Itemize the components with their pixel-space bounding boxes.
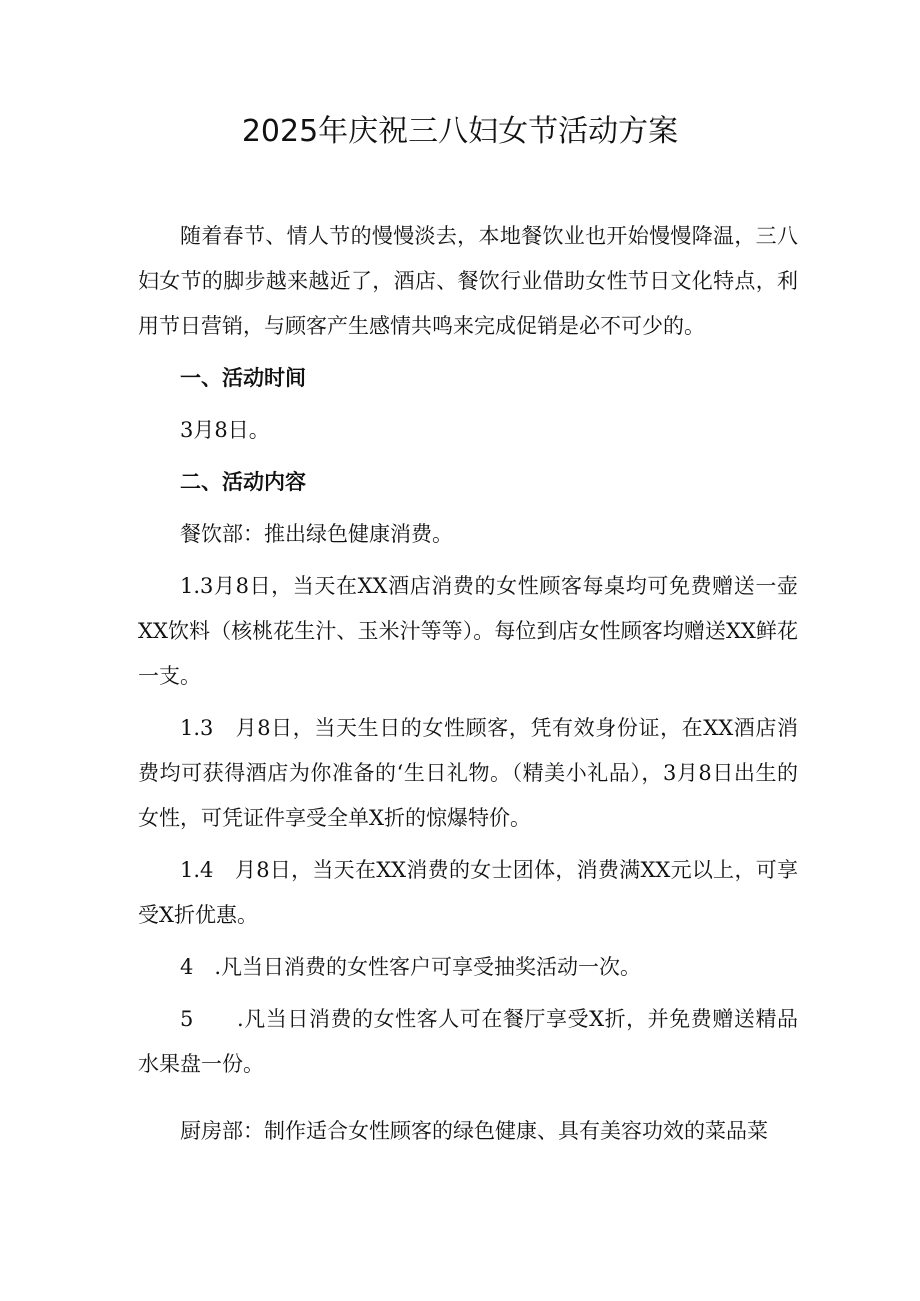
- section-time-text: 3月8日。: [180, 418, 270, 442]
- list-item-5: 5 .凡当日消费的女性客人可在餐厅享受X折，并免费赠送精品水果盘一份。: [138, 1007, 798, 1076]
- section-heading-content: 二、活动内容: [180, 470, 306, 494]
- kitchen-intro-paragraph: 厨房部：制作适合女性顾客的绿色健康、具有美容功效的菜品菜: [180, 1119, 768, 1143]
- document-title: 2025年庆祝三八妇女节活动方案: [241, 114, 679, 149]
- list-item-2: 1.3 月8日，当天生日的女性顾客，凭有效身份证，在XX酒店消费均可获得酒店为你准备的‘生日礼物。（精美小礼品），3月8日出生的女性，可凭证件享受全单X折的惊爆特价。: [138, 716, 798, 830]
- dining-intro-paragraph: 餐饮部：推出绿色健康消费。: [180, 522, 453, 546]
- list-item-3: 1.4 月8日，当天在XX消费的女士团体，消费满XX元以上，可享受X折优惠。: [138, 858, 798, 927]
- document-body: [138, 214, 798, 1154]
- section-heading-time: 一、活动时间: [180, 366, 306, 390]
- list-item-1: 1.3月8日，当天在XX酒店消费的女性顾客每桌均可免费赠送一壶XX饮料（核桃花生汁、玉米汁等等）。每位到店女性顾客均赠送XX鲜花一支。: [138, 574, 798, 688]
- intro-paragraph: 随着春节、情人节的慢慢淡去，本地餐饮业也开始慢慢降温，三八妇女节的脚步越来越近了，酒店、餐饮行业借助女性节日文化特点，利用节日营销，与顾客产生感情共鸣来完成促销是必不可少的。: [138, 224, 798, 338]
- list-item-4: 4 .凡当日消费的女性客户可享受抽奖活动一次。: [180, 955, 642, 979]
